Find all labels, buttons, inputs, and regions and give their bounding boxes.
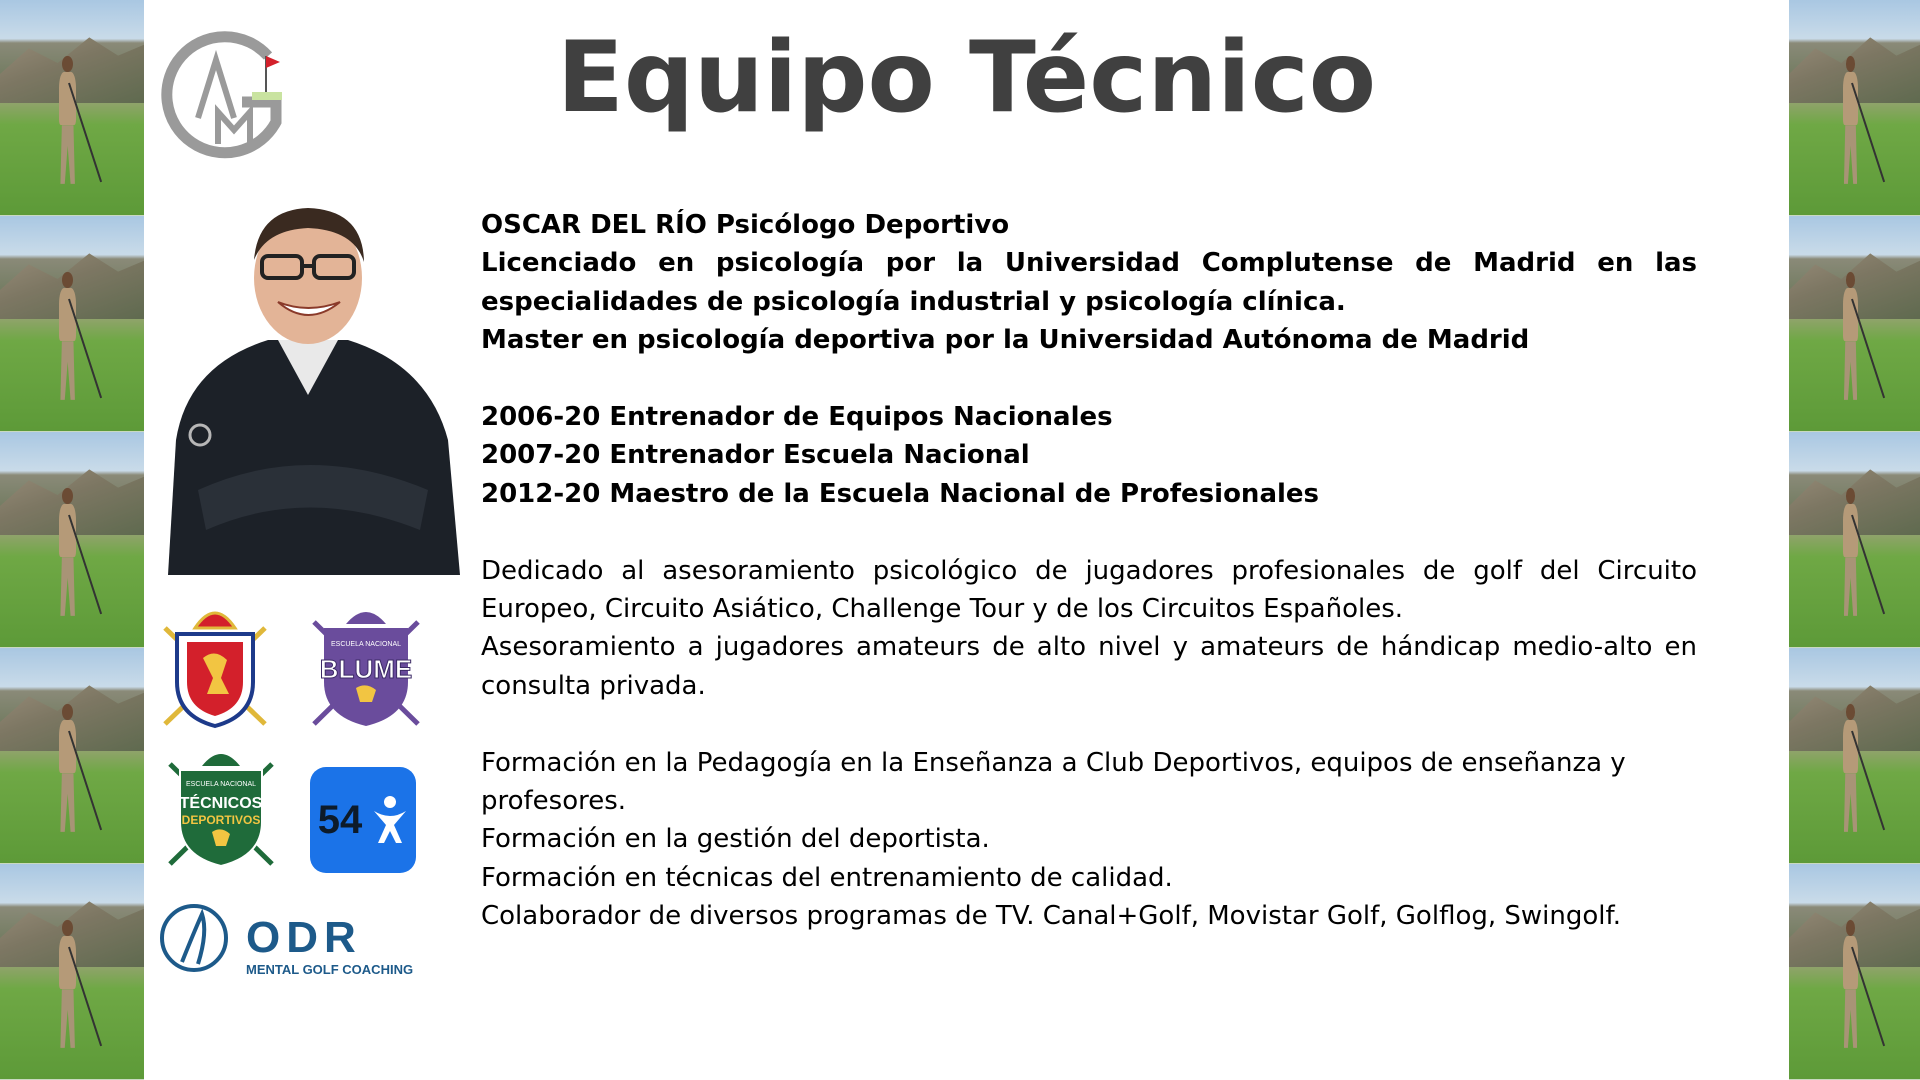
tecnicos-top-text: ESCUELA NACIONAL: [185, 781, 257, 788]
role-item: 2006-20 Entrenador de Equipos Nacionales: [481, 402, 1113, 433]
golfer-photo: [0, 0, 144, 216]
left-golfer-strip: [0, 0, 144, 1080]
person-icon: [372, 795, 408, 845]
golfer-photo: [1789, 0, 1920, 216]
federation-badge: [155, 598, 275, 730]
golfer-photo: [1789, 864, 1920, 1080]
training-item: Colaborador de diversos programas de TV. Canal+Golf, Movistar Golf, Golflog, Swingolf.: [481, 901, 1622, 932]
training-item: Formación en la Pedagogía en la Enseñanza a Club Deportivos, equipos de enseñanza y profesores.: [481, 747, 1626, 817]
golfer-photo: [0, 864, 144, 1080]
blume-badge: [300, 598, 432, 730]
tecnicos-text-1: TÉCNICOS: [179, 795, 263, 812]
blume-text: BLUME: [319, 654, 413, 684]
golfer-photo: [1789, 216, 1920, 432]
fifty-four-logo: [310, 767, 416, 873]
page-title: Equipo Técnico: [556, 21, 1377, 135]
tecnicos-text-2: DEPORTIVOS: [181, 813, 261, 827]
fifty-four-text: 54: [317, 797, 363, 842]
golfer-photo: [0, 432, 144, 648]
training-item: Formación en técnicas del entrenamiento de calidad.: [481, 862, 1173, 893]
golfer-photo: [1789, 432, 1920, 648]
golfer-photo: [0, 648, 144, 864]
golfer-photo: [0, 216, 144, 432]
experience-item: Asesoramiento a jugadores amateurs de alto nivel y amateurs de hándicap medio-alto en consulta privada.: [481, 632, 1697, 701]
training-item: Formación en la gestión del deportista.: [481, 824, 990, 855]
master-text: Master en psicología deportiva por la Universidad Autónoma de Madrid: [481, 325, 1530, 356]
bio-content: [481, 206, 1697, 936]
tecnicos-badge: [158, 740, 284, 870]
right-golfer-strip: [1789, 0, 1920, 1080]
odr-subtitle: MENTAL GOLF COACHING: [246, 962, 414, 977]
golfer-photo: [1789, 648, 1920, 864]
role-item: 2012-20 Maestro de la Escuela Nacional de Profesionales: [481, 478, 1320, 509]
blume-top-text: ESCUELA NACIONAL: [330, 641, 402, 648]
role-item: 2007-20 Entrenador Escuela Nacional: [481, 440, 1030, 471]
portrait-photo: [158, 190, 460, 575]
odr-text: ODR: [246, 913, 362, 962]
odr-logo: [158, 902, 434, 980]
degree-text: Licenciado en psicología por la Universidad Complutense de Madrid en las especialidades de psicología industrial y psicología clínica.: [481, 248, 1697, 317]
gam-logo: [158, 26, 290, 160]
name-role: OSCAR DEL RÍO Psicólogo Deportivo: [481, 210, 1010, 240]
experience-item: Dedicado al asesoramiento psicológico de jugadores profesionales de golf del Circuito Europeo, Circuito Asiático, Challenge Tour y de los Circuitos Españoles.: [481, 555, 1697, 625]
